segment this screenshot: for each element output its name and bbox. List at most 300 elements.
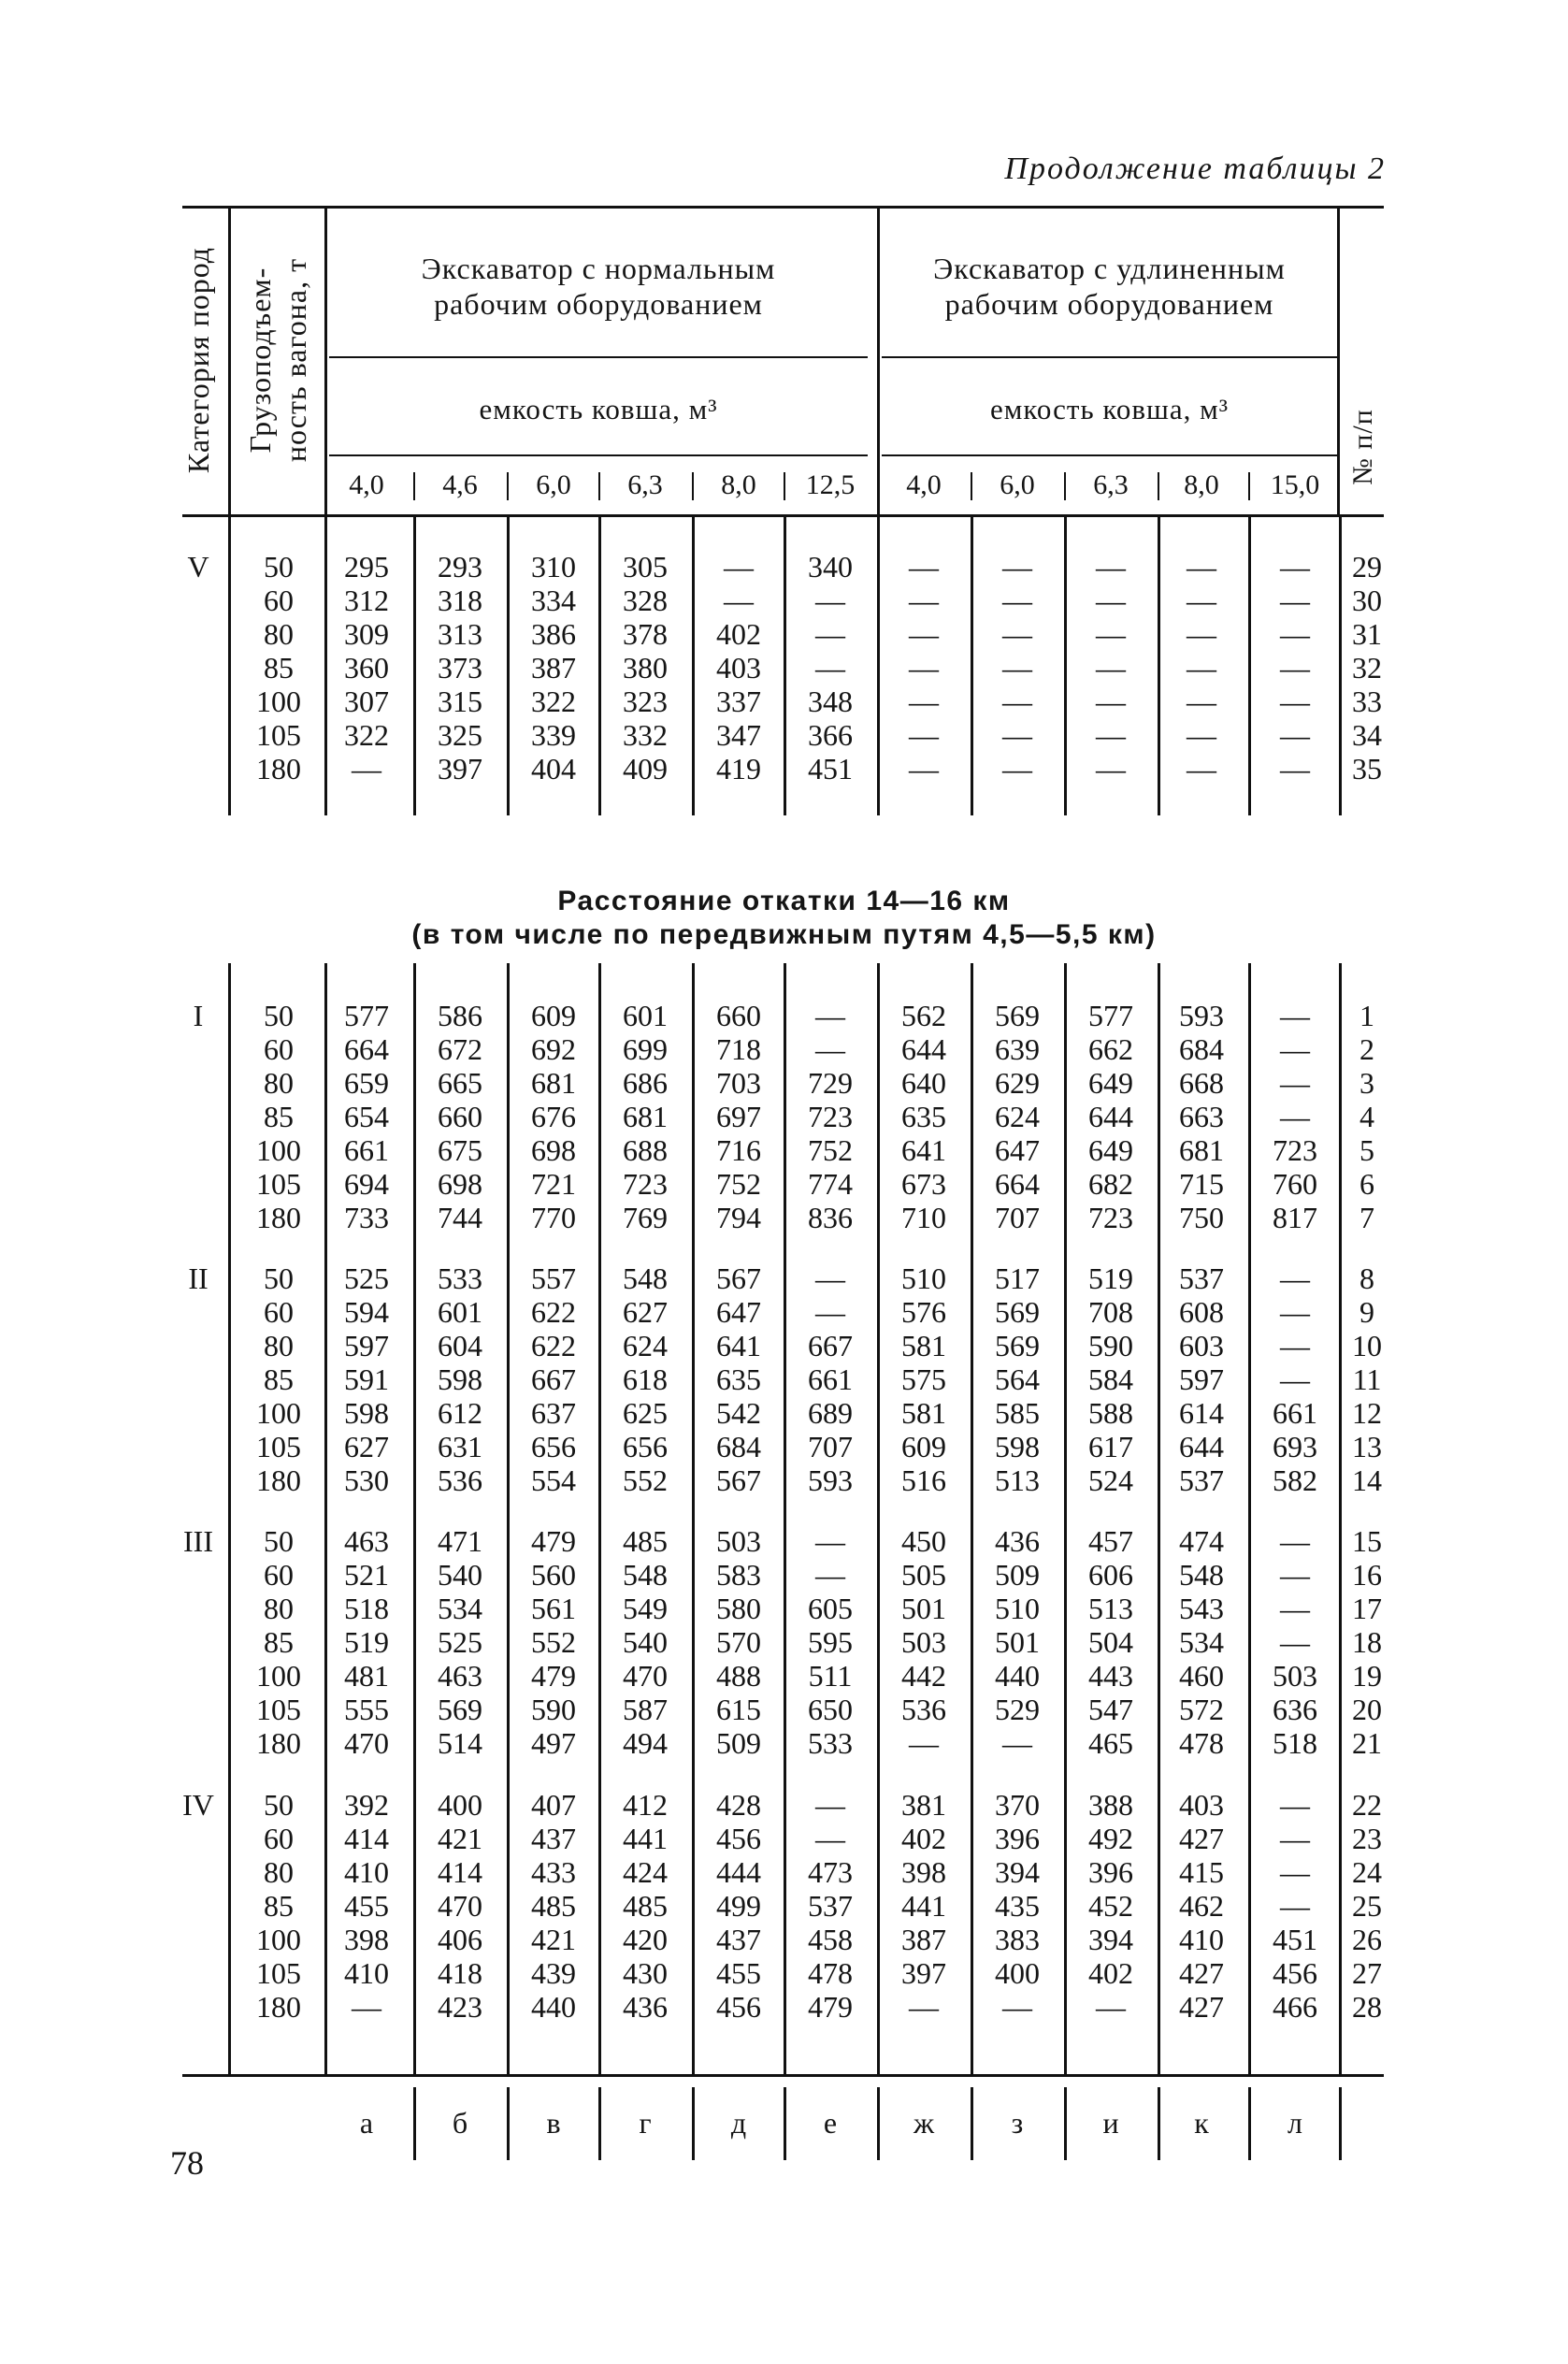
value-cell: 318 (438, 584, 482, 617)
value-cell: 635 (901, 1100, 946, 1133)
value-cell: 593 (1179, 999, 1224, 1032)
value-cell: 604 (438, 1329, 482, 1362)
row-number-cell: 35 (1352, 752, 1382, 786)
value-cell: — (352, 1990, 381, 2024)
value-cell: 707 (995, 1201, 1040, 1234)
value-cell: — (1002, 584, 1032, 617)
value-cell: 552 (531, 1625, 576, 1659)
value-cell: 698 (438, 1167, 482, 1201)
row-number-cell: 13 (1352, 1430, 1382, 1463)
header-divider-number (1337, 209, 1340, 514)
value-cell: 644 (1088, 1100, 1133, 1133)
value-cell: 639 (995, 1032, 1040, 1066)
value-cell: 693 (1273, 1430, 1317, 1463)
column-divider (971, 517, 973, 815)
wagon-capacity-cell: 85 (264, 1362, 294, 1396)
value-cell: 396 (1088, 1855, 1133, 1889)
value-cell: 622 (531, 1329, 576, 1362)
value-cell: 339 (531, 718, 576, 752)
row-number-cell: 33 (1352, 685, 1382, 718)
value-cell: 463 (438, 1659, 482, 1693)
value-cell: 310 (531, 550, 576, 584)
value-cell: — (352, 752, 381, 786)
value-cell: 435 (995, 1889, 1040, 1923)
value-cell: — (909, 550, 939, 584)
group-header-normal-line2: рабочим оборудованием (434, 287, 763, 321)
value-cell: 641 (901, 1133, 946, 1167)
wagon-capacity-cell: 180 (256, 1201, 301, 1234)
rock-category-label: III (183, 1524, 213, 1558)
value-cell: 609 (531, 999, 576, 1032)
value-cell: — (724, 584, 754, 617)
bucket-size-cell: 6,0 (1000, 469, 1035, 500)
value-cell: 682 (1088, 1167, 1133, 1201)
value-cell: — (1280, 651, 1310, 685)
bucket-size-cell: 6,0 (536, 469, 571, 500)
bucket-size-cell: 15,0 (1270, 469, 1320, 500)
value-cell: 703 (716, 1066, 761, 1100)
value-cell: — (1002, 718, 1032, 752)
value-cell: 672 (438, 1032, 482, 1066)
value-cell: 427 (1179, 1956, 1224, 1990)
wagon-capacity-cell: 50 (264, 1788, 294, 1822)
value-cell: 421 (438, 1822, 482, 1855)
column-divider (1248, 963, 1251, 2074)
value-cell: 710 (901, 1201, 946, 1234)
value-cell: 591 (344, 1362, 389, 1396)
value-cell: 433 (531, 1855, 576, 1889)
value-cell: 501 (901, 1592, 946, 1625)
bucket-size-cell: 6,3 (627, 469, 663, 500)
bucket-separator (692, 472, 694, 500)
row-number-cell: 25 (1352, 1889, 1382, 1923)
value-cell: 388 (1088, 1788, 1133, 1822)
column-letter: ж (913, 2106, 935, 2140)
row-number-cell: 9 (1359, 1295, 1374, 1329)
wagon-capacity-cell: 180 (256, 1726, 301, 1760)
value-cell: 400 (995, 1956, 1040, 1990)
value-cell: — (1280, 550, 1310, 584)
value-cell: 660 (438, 1100, 482, 1133)
value-cell: 581 (901, 1396, 946, 1430)
capacity-header-line1: Грузоподъем- (243, 267, 277, 454)
wagon-capacity-cell: 105 (256, 1956, 301, 1990)
row-number-cell: 15 (1352, 1524, 1382, 1558)
value-cell: 479 (531, 1524, 576, 1558)
value-cell: 612 (438, 1396, 482, 1430)
wagon-capacity-cell: 60 (264, 584, 294, 617)
value-cell: 373 (438, 651, 482, 685)
value-cell: 590 (531, 1693, 576, 1726)
value-cell: 631 (438, 1430, 482, 1463)
row-number-cell: 2 (1359, 1032, 1374, 1066)
value-cell: 479 (808, 1990, 853, 2024)
value-cell: 752 (808, 1133, 853, 1167)
value-cell: 597 (1179, 1362, 1224, 1396)
value-cell: 485 (623, 1524, 668, 1558)
header-divider-category (228, 209, 231, 514)
header-divider-capacity (324, 209, 327, 514)
value-cell: 663 (1179, 1100, 1224, 1133)
value-cell: 540 (623, 1625, 668, 1659)
value-cell: 636 (1273, 1693, 1317, 1726)
bucket-separator (598, 472, 600, 500)
value-cell: 605 (808, 1592, 853, 1625)
value-cell: 661 (344, 1133, 389, 1167)
row-number-cell: 5 (1359, 1133, 1374, 1167)
value-cell: 684 (716, 1430, 761, 1463)
value-cell: 598 (344, 1396, 389, 1430)
value-cell: 499 (716, 1889, 761, 1923)
value-cell: 451 (808, 752, 853, 786)
value-cell: 340 (808, 550, 853, 584)
value-cell: 513 (1088, 1592, 1133, 1625)
value-cell: 537 (808, 1889, 853, 1923)
value-cell: 485 (623, 1889, 668, 1923)
value-cell: — (1187, 718, 1216, 752)
value-cell: 524 (1088, 1463, 1133, 1497)
value-cell: — (1096, 651, 1126, 685)
value-cell: 622 (531, 1295, 576, 1329)
value-cell: 729 (808, 1066, 853, 1100)
value-cell: 407 (531, 1788, 576, 1822)
value-cell: 562 (901, 999, 946, 1032)
value-cell: — (815, 1261, 845, 1295)
value-cell: — (1002, 1726, 1032, 1760)
value-cell: 716 (716, 1133, 761, 1167)
bucket-underline-normal (329, 454, 868, 456)
value-cell: 503 (1273, 1659, 1317, 1693)
value-cell: 624 (995, 1100, 1040, 1133)
value-cell: 419 (716, 752, 761, 786)
value-cell: 525 (438, 1625, 482, 1659)
column-letter: з (1011, 2106, 1024, 2140)
value-cell: 397 (901, 1956, 946, 1990)
column-letter: е (823, 2106, 838, 2140)
value-cell: 585 (995, 1396, 1040, 1430)
row-number-cell: 20 (1352, 1693, 1382, 1726)
value-cell: 668 (1179, 1066, 1224, 1100)
value-cell: — (815, 1788, 845, 1822)
value-cell: 347 (716, 718, 761, 752)
value-cell: — (1096, 617, 1126, 651)
value-cell: 760 (1273, 1167, 1317, 1201)
row-number-cell: 23 (1352, 1822, 1382, 1855)
value-cell: — (1280, 617, 1310, 651)
value-cell: 662 (1088, 1032, 1133, 1066)
page-number: 78 (170, 2144, 204, 2182)
value-cell: 494 (623, 1726, 668, 1760)
value-cell: 455 (716, 1956, 761, 1990)
value-cell: 817 (1273, 1201, 1317, 1234)
value-cell: 307 (344, 685, 389, 718)
column-divider (784, 517, 786, 815)
wagon-capacity-cell: 100 (256, 1659, 301, 1693)
value-cell: 564 (995, 1362, 1040, 1396)
value-cell: 410 (1179, 1923, 1224, 1956)
value-cell: 443 (1088, 1659, 1133, 1693)
value-cell: 537 (1179, 1261, 1224, 1295)
value-cell: 561 (531, 1592, 576, 1625)
value-cell: 517 (995, 1261, 1040, 1295)
value-cell: — (815, 617, 845, 651)
wagon-capacity-cell: 60 (264, 1822, 294, 1855)
value-cell: — (1280, 1855, 1310, 1889)
number-header: № п/п (1347, 409, 1378, 485)
column-letter: к (1194, 2106, 1209, 2140)
value-cell: 661 (1273, 1396, 1317, 1430)
value-cell: 555 (344, 1693, 389, 1726)
value-cell: — (1187, 550, 1216, 584)
value-cell: 733 (344, 1201, 389, 1234)
table-bottom-rule (182, 2074, 1384, 2077)
column-letter: а (359, 2106, 374, 2140)
value-cell: — (815, 1295, 845, 1329)
value-cell: 647 (995, 1133, 1040, 1167)
value-cell: 421 (531, 1923, 576, 1956)
group-header-normal (329, 251, 868, 322)
value-cell: 398 (901, 1855, 946, 1889)
value-cell: — (1280, 718, 1310, 752)
value-cell: 430 (623, 1956, 668, 1990)
value-cell: 557 (531, 1261, 576, 1295)
row-number-cell: 14 (1352, 1463, 1382, 1497)
row-number-cell: 7 (1359, 1201, 1374, 1234)
value-cell: 348 (808, 685, 853, 718)
value-cell: 470 (623, 1659, 668, 1693)
value-cell: 640 (901, 1066, 946, 1100)
value-cell: 664 (344, 1032, 389, 1066)
wagon-capacity-cell: 60 (264, 1558, 294, 1592)
value-cell: 548 (1179, 1558, 1224, 1592)
value-cell: 415 (1179, 1855, 1224, 1889)
value-cell: 466 (1273, 1990, 1317, 2024)
value-cell: 457 (1088, 1524, 1133, 1558)
category-header: Категория пород (181, 246, 215, 474)
bucket-separator (1064, 472, 1066, 500)
row-number-cell: 4 (1359, 1100, 1374, 1133)
column-divider (971, 963, 973, 2074)
value-cell: 313 (438, 617, 482, 651)
value-cell: — (909, 651, 939, 685)
value-cell: 625 (623, 1396, 668, 1430)
column-divider (1064, 517, 1067, 815)
value-cell: 715 (1179, 1167, 1224, 1201)
value-cell: 569 (995, 1295, 1040, 1329)
value-cell: 533 (438, 1261, 482, 1295)
row-number-cell: 28 (1352, 1990, 1382, 2024)
value-cell: 328 (623, 584, 668, 617)
value-cell: — (1187, 617, 1216, 651)
value-cell: 305 (623, 550, 668, 584)
wagon-capacity-cell: 100 (256, 1133, 301, 1167)
wagon-capacity-cell: 60 (264, 1295, 294, 1329)
value-cell: — (815, 651, 845, 685)
row-number-cell: 24 (1352, 1855, 1382, 1889)
bucket-size-cell: 8,0 (1184, 469, 1219, 500)
value-cell: 470 (438, 1889, 482, 1923)
value-cell: 503 (716, 1524, 761, 1558)
value-cell: 698 (531, 1133, 576, 1167)
wagon-capacity-cell: 105 (256, 1167, 301, 1201)
value-cell: 460 (1179, 1659, 1224, 1693)
row-number-cell: 29 (1352, 550, 1382, 584)
value-cell: 549 (623, 1592, 668, 1625)
value-cell: 513 (995, 1463, 1040, 1497)
column-divider (877, 517, 880, 815)
value-cell: 601 (623, 999, 668, 1032)
value-cell: 440 (995, 1659, 1040, 1693)
value-cell: 525 (344, 1261, 389, 1295)
value-cell: 394 (1088, 1923, 1133, 1956)
value-cell: 412 (623, 1788, 668, 1822)
value-cell: 554 (531, 1463, 576, 1497)
value-cell: — (815, 1558, 845, 1592)
value-cell: — (1002, 617, 1032, 651)
value-cell: 436 (623, 1990, 668, 2024)
value-cell: 569 (995, 999, 1040, 1032)
value-cell: 370 (995, 1788, 1040, 1822)
bucket-label-normal: емкость ковша, м³ (479, 393, 718, 425)
value-cell: — (815, 1524, 845, 1558)
wagon-capacity-cell: 80 (264, 1855, 294, 1889)
value-cell: 501 (995, 1625, 1040, 1659)
group-underline-extended (882, 356, 1337, 358)
bucket-separator (1158, 472, 1159, 500)
wagon-capacity-cell: 80 (264, 1066, 294, 1100)
table-continuation-caption: Продолжение таблицы 2 (1004, 151, 1386, 186)
row-number-cell: 34 (1352, 718, 1382, 752)
value-cell: 322 (344, 718, 389, 752)
value-cell: 529 (995, 1693, 1040, 1726)
value-cell: — (909, 1990, 939, 2024)
wagon-capacity-cell: 105 (256, 1430, 301, 1463)
bucket-separator (507, 472, 509, 500)
value-cell: 437 (716, 1923, 761, 1956)
value-cell: — (815, 1032, 845, 1066)
value-cell: 601 (438, 1295, 482, 1329)
value-cell: — (1280, 685, 1310, 718)
value-cell: 478 (1179, 1726, 1224, 1760)
value-cell: 664 (995, 1167, 1040, 1201)
value-cell: 618 (623, 1362, 668, 1396)
value-cell: 688 (623, 1133, 668, 1167)
value-cell: 676 (531, 1100, 576, 1133)
value-cell: — (1280, 1592, 1310, 1625)
row-number-cell: 22 (1352, 1788, 1382, 1822)
capacity-header (242, 258, 313, 462)
value-cell: 794 (716, 1201, 761, 1234)
column-letter: г (639, 2106, 652, 2140)
value-cell: 497 (531, 1726, 576, 1760)
value-cell: 360 (344, 651, 389, 685)
value-cell: 452 (1088, 1889, 1133, 1923)
wagon-capacity-cell: 50 (264, 550, 294, 584)
value-cell: 617 (1088, 1430, 1133, 1463)
value-cell: 414 (438, 1855, 482, 1889)
value-cell: 656 (531, 1430, 576, 1463)
value-cell: 427 (1179, 1990, 1224, 2024)
value-cell: 322 (531, 685, 576, 718)
value-cell: 586 (438, 999, 482, 1032)
value-cell: 548 (623, 1558, 668, 1592)
column-divider (507, 517, 510, 815)
value-cell: 744 (438, 1201, 482, 1234)
value-cell: 543 (1179, 1592, 1224, 1625)
value-cell: 537 (1179, 1463, 1224, 1497)
value-cell: — (1096, 584, 1126, 617)
value-cell: 547 (1088, 1693, 1133, 1726)
value-cell: 534 (1179, 1625, 1224, 1659)
value-cell: 627 (623, 1295, 668, 1329)
value-cell: 667 (808, 1329, 853, 1362)
rock-category-label: II (188, 1261, 209, 1295)
value-cell: 381 (901, 1788, 946, 1822)
value-cell: 572 (1179, 1693, 1224, 1726)
wagon-capacity-cell: 105 (256, 718, 301, 752)
value-cell: 521 (344, 1558, 389, 1592)
row-number-cell: 18 (1352, 1625, 1382, 1659)
bucket-size-cell: 8,0 (721, 469, 756, 500)
value-cell: 503 (901, 1625, 946, 1659)
value-cell: — (1096, 718, 1126, 752)
value-cell: 473 (808, 1855, 853, 1889)
wagon-capacity-cell: 100 (256, 1923, 301, 1956)
value-cell: 569 (438, 1693, 482, 1726)
row-number-cell: 12 (1352, 1396, 1382, 1430)
row-number-cell: 6 (1359, 1167, 1374, 1201)
value-cell: 414 (344, 1822, 389, 1855)
value-cell: 560 (531, 1558, 576, 1592)
wagon-capacity-cell: 180 (256, 752, 301, 786)
value-cell: 478 (808, 1956, 853, 1990)
value-cell: 465 (1088, 1726, 1133, 1760)
value-cell: 519 (344, 1625, 389, 1659)
value-cell: 456 (1273, 1956, 1317, 1990)
value-cell: — (1280, 1362, 1310, 1396)
value-cell: 437 (531, 1822, 576, 1855)
wagon-capacity-cell: 50 (264, 999, 294, 1032)
value-cell: 492 (1088, 1822, 1133, 1855)
value-cell: 608 (1179, 1295, 1224, 1329)
value-cell: 420 (623, 1923, 668, 1956)
value-cell: 451 (1273, 1923, 1317, 1956)
value-cell: 584 (1088, 1362, 1133, 1396)
value-cell: 366 (808, 718, 853, 752)
value-cell: 569 (995, 1329, 1040, 1362)
value-cell: 697 (716, 1100, 761, 1133)
value-cell: — (1280, 752, 1310, 786)
row-number-cell: 8 (1359, 1261, 1374, 1295)
value-cell: 644 (901, 1032, 946, 1066)
wagon-capacity-cell: 85 (264, 1625, 294, 1659)
value-cell: 583 (716, 1558, 761, 1592)
value-cell: 436 (995, 1524, 1040, 1558)
value-cell: 402 (716, 617, 761, 651)
value-cell: — (1280, 1329, 1310, 1362)
value-cell: 603 (1179, 1329, 1224, 1362)
value-cell: 598 (438, 1362, 482, 1396)
wagon-capacity-cell: 180 (256, 1463, 301, 1497)
value-cell: — (1096, 752, 1126, 786)
value-cell: 394 (995, 1855, 1040, 1889)
value-cell: 647 (716, 1295, 761, 1329)
row-number-cell: 16 (1352, 1558, 1382, 1592)
value-cell: 624 (623, 1329, 668, 1362)
value-cell: 536 (901, 1693, 946, 1726)
value-cell: 514 (438, 1726, 482, 1760)
value-cell: — (724, 550, 754, 584)
